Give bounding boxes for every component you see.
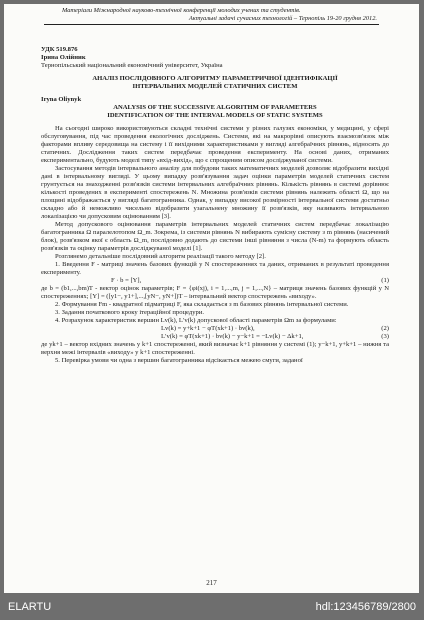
title-en-line-2: IDENTIFICATION OF THE INTERVAL MODELS OF STATIC SYSTEMS xyxy=(107,112,323,119)
step-3: 3. Задання початкового кроку ітераційної процедури. xyxy=(55,309,204,316)
equation-3 xyxy=(41,333,389,341)
equation-3-body: L′v(k) = φT(xk+1) · bv(k) − y−k+1 = −Lv(k) − Δk+1, xyxy=(161,333,304,340)
affiliation: Тернопільський національний економічний університет, Україна xyxy=(41,62,223,69)
handle-id: hdl:123456789/2800 xyxy=(315,601,416,613)
title-ua-line-1: АНАЛІЗ ПОСЛІДОВНОГО АЛГОРИТМУ ПАРАМЕТРИЧНОЇ ІДЕНТИФІКАЦІЇ xyxy=(92,75,338,82)
author-ua: Ірина Олійник xyxy=(41,54,86,61)
step-2: 2. Формування Fm - квадратної підматриці F, яка складається з m базових рівнянь інтервальної системи. xyxy=(55,301,349,308)
article-body xyxy=(41,46,389,365)
equation-2-body: Lv(k) = y+k+1 − φT(xk+1) · bv(k), xyxy=(161,325,255,332)
header-line-2: Актуальні задачі сучасних технологій – Тернопіль 19-20 грудня 2012. xyxy=(188,15,377,22)
running-header xyxy=(44,7,379,25)
repository-name: ELARTU xyxy=(8,601,52,613)
viewer-footer xyxy=(0,593,424,620)
title-ua-line-2: ІНТЕРВАЛЬНИХ МОДЕЛЕЙ СТАТИЧНИХ СИСТЕМ xyxy=(132,83,298,90)
author-en: Iryna Oliynyk xyxy=(41,96,82,103)
document-page xyxy=(4,4,419,593)
header-line-1: Матеріали Міжнародної науково-технічної конференції молодих учених та студентів. xyxy=(62,7,301,14)
step-4-definitions: де yk+1 – вектор вхідних значень у k+1 спостереженні, який визначає k+1 рівняння у системі (1); y−k+1, y+k+1 – нижня та верхня межі інтервалів «виходу» у k+1 спостереженні. xyxy=(41,341,389,356)
step-5: 5. Перевірка умови чи одна з вершин багатогранника відсікається межею смуги, заданої xyxy=(55,357,303,364)
paragraph-3: Метод допускового оцінювання параметрів інтервальних моделей статичних систем передбачає локалізацію багатогранника Ω паралелотопом Ω_m. Зокрема, із системи рівнянь N вибирають сумісну систему з m рівнянь (насичений блок), розв'язком якої є область Ω_m, послідовно додають до системи інші рівняння з числа (N-m) та формують область розв'язків та оцінку параметрів досліджуваної моделі [1]. xyxy=(41,221,389,252)
paragraph-4: Розглянемо детальніше послідовний алгоритм реалізації такого методу [2]. xyxy=(55,253,266,260)
equation-1-body: F · b = [Y], xyxy=(111,277,142,284)
equation-2-number: (2) xyxy=(381,325,389,332)
equation-2 xyxy=(41,325,389,333)
paragraph-2: Застосування методів інтервального аналізу для побудови таких математичних моделей дозволяє відобразити вихідні дані в інтервальному вигляді. У цьому випадку розв'язування задач оцінки параметрів моделей статичних систем грунтується на знаходженні розв'язків системи інтервальних алгебраїчних рівнянь. Кількість рівнянь в системі дорівнює кількості проведених в експерименті спостережень N. Множина розв'язків системи рівнянь належить області Ω, що на площині відображається у вигляді багатогранника. Однак, у випадку високої розмірності інтервальної системи достатньо складно або й неможливо чисельно відобразити узагальнену множину її розв'язків, яку називають інтервальною локалізацією чи допусковим оцінюванням [3]. xyxy=(41,165,389,220)
step-1-definitions: де b = (b1,...,bm)T - вектор оцінок параметрів; F = {φi(xj), i = 1,...,m, j = 1,...,N} – матриця значень базових функцій у N спостереженнях; [Y] = ([y1−, y1+],...,[yN−, yN+])T – інтервальний вектор спостережень «виходу». xyxy=(41,285,389,300)
equation-3-number: (3) xyxy=(381,333,389,340)
header-rule xyxy=(44,24,379,25)
udc-code: УДК 519.876 xyxy=(41,46,78,53)
equation-1-number: (1) xyxy=(381,277,389,284)
step-4: 4. Розрахунок характеристик вершин Lv(k), L′v(k) допускової області параметрів Ωm за формулами: xyxy=(55,317,337,324)
title-en-line-1: ANALYSIS OF THE SUCCESSIVE ALGORITHM OF PARAMETERS xyxy=(113,104,317,111)
paragraph-1: На сьогодні широко використовуються складні технічні системи у різних галузях економіки, у медицині, у сфері обслуговування, під час проведення екологічних досліджень. Системи, які на макрорівні описують взаємозв'язок між факторами впливу середовища на систему і її вихідними характеристиками у вигляді алгебраїчних рівнянь, відносять до статичних. Дослідження таких систем передбачає проведення експерименту. На основі даних, отриманих експериментально, будують моделі типу «вхід-вихід», що є спрощеним описом досліджуваної системи. xyxy=(41,125,389,164)
step-1: 1. Введення F - матриці значень базових функцій у N спостереженнях та даних, отриманих в результаті проведення експерименту. xyxy=(41,261,389,276)
page-number: 217 xyxy=(206,579,217,587)
equation-1 xyxy=(41,277,389,285)
